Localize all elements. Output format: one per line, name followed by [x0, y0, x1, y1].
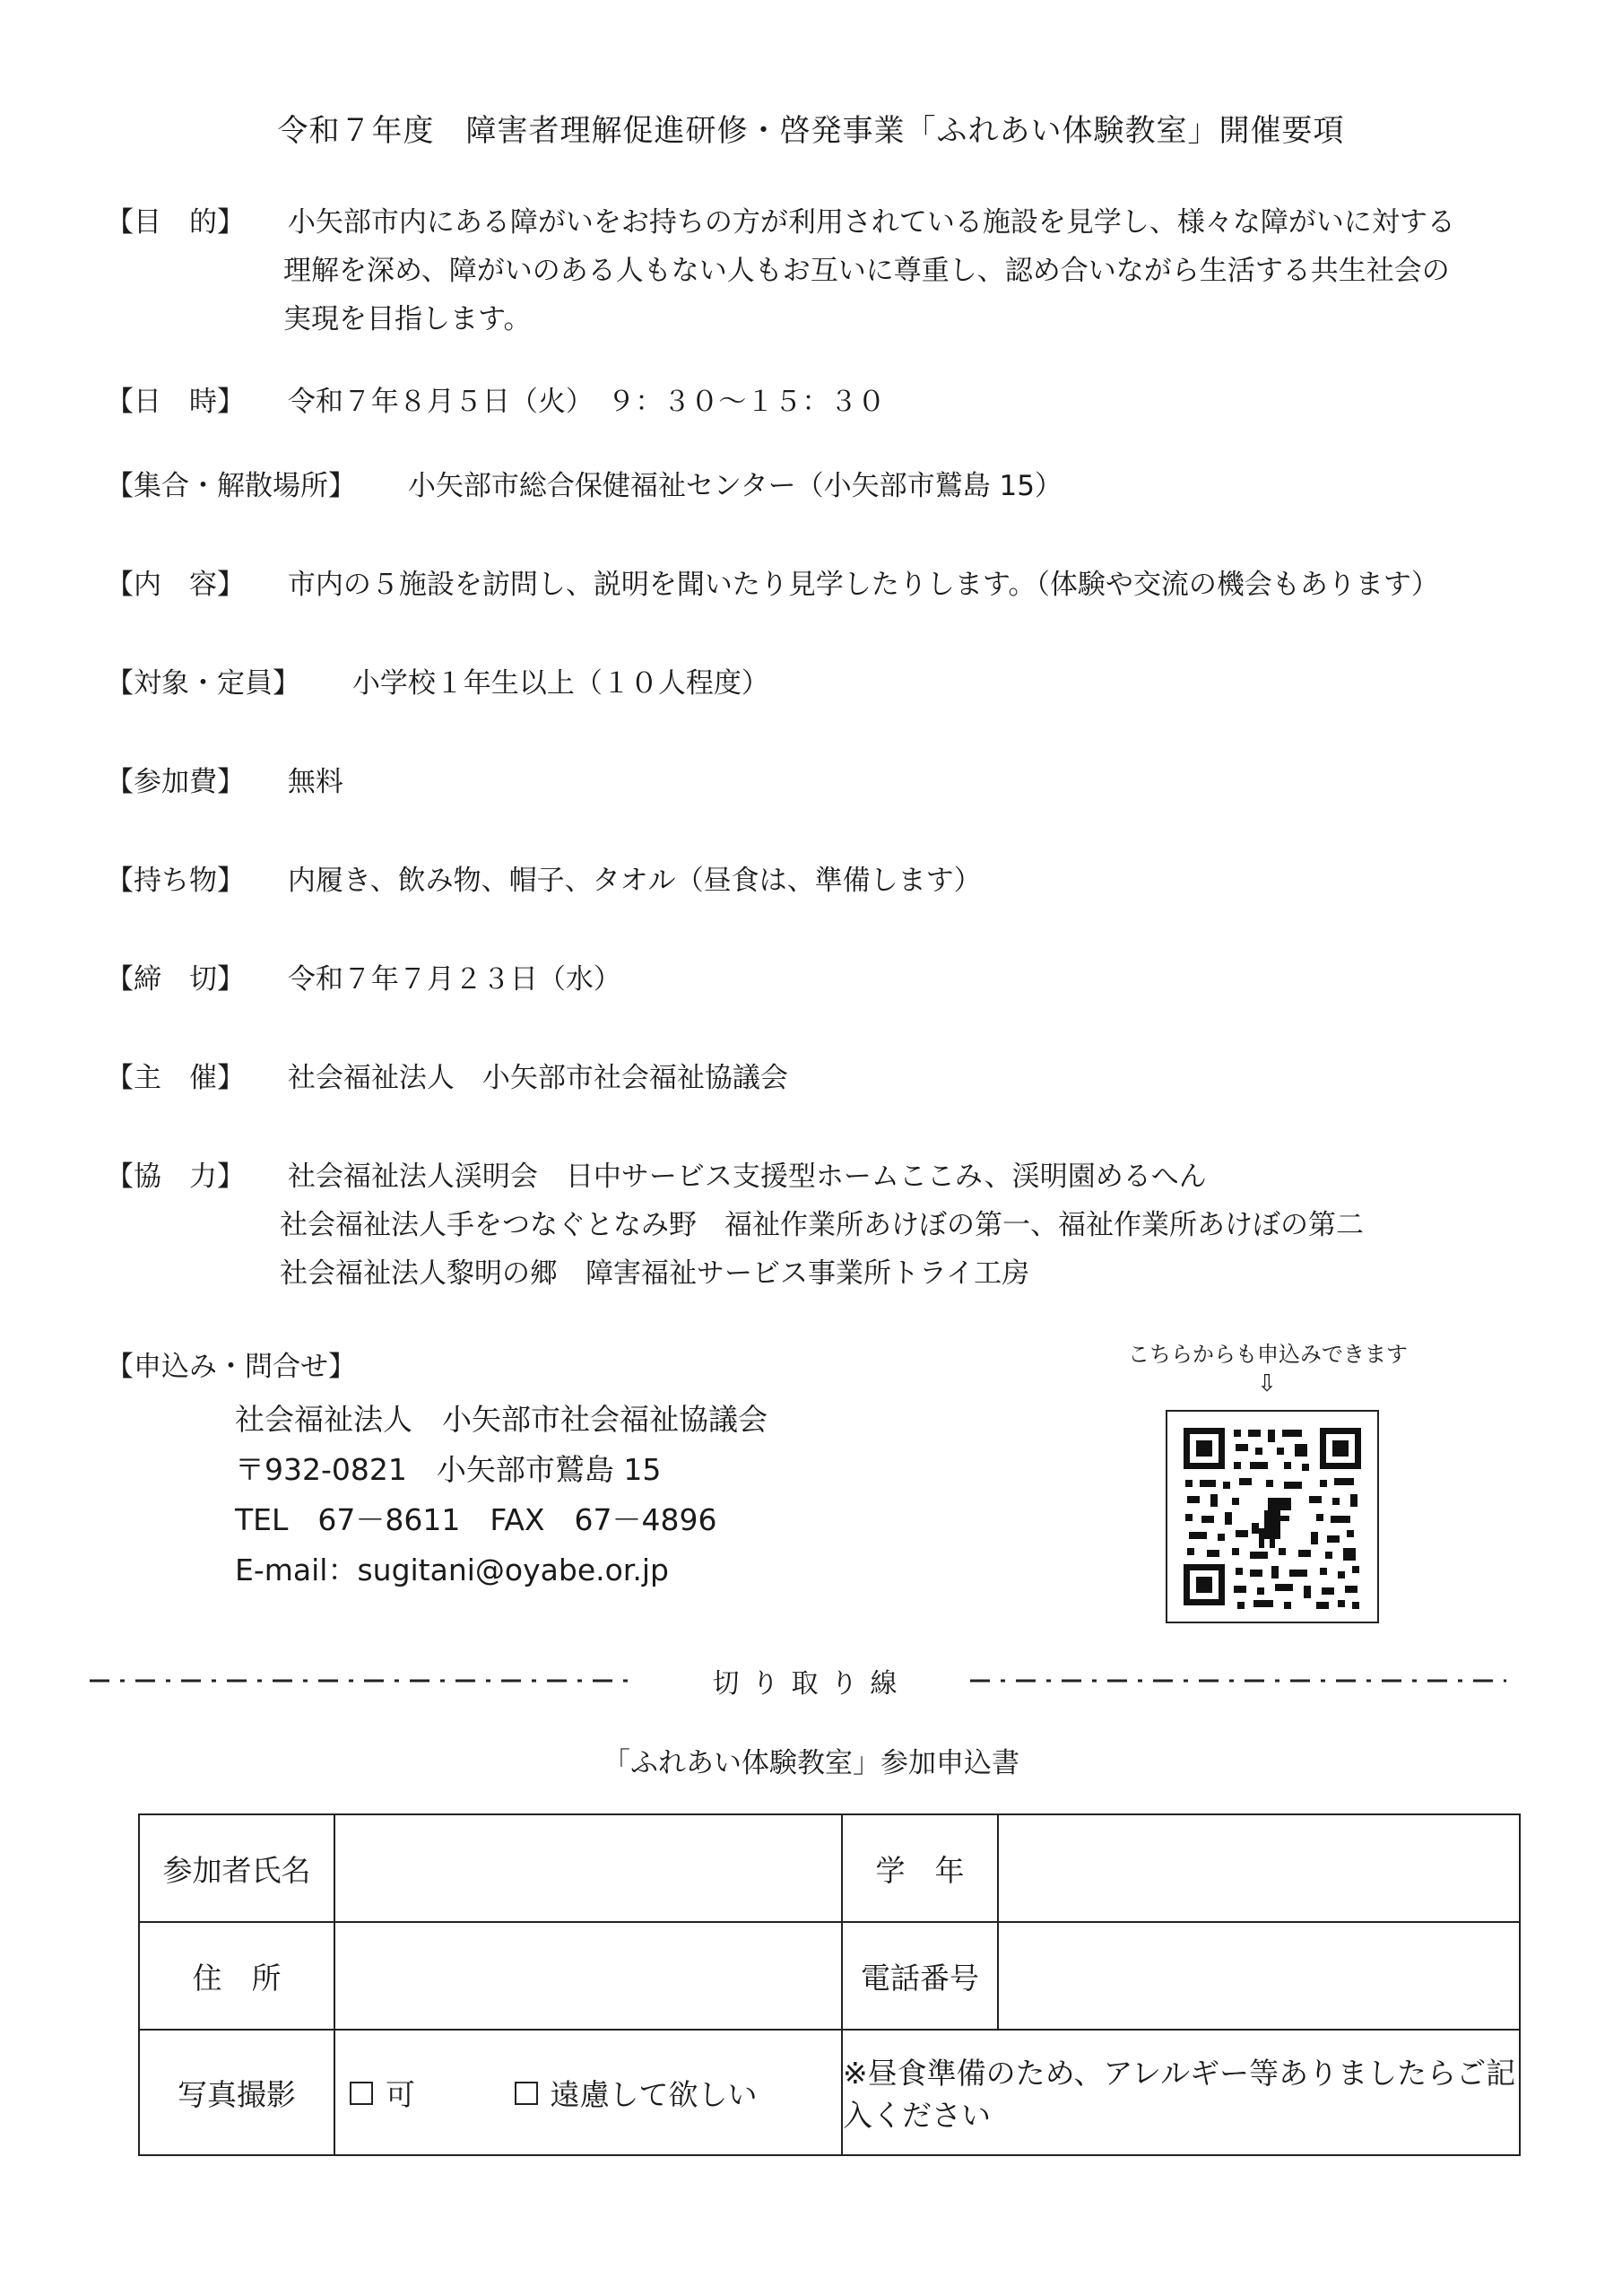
- target-row: [106, 662, 769, 705]
- meeting-place-row: [106, 465, 1063, 508]
- cut-line-label: 切り取り線: [712, 1668, 910, 1700]
- allergy-note: ※昼食準備のため、アレルギー等ありましたらご記入ください: [843, 2056, 1516, 2133]
- purpose-row: [106, 201, 1455, 244]
- cooperation-line-1: 社会福祉法人渓明会 日中サービス支援型ホームここみ、渓明園めるへん: [287, 1161, 1207, 1193]
- fee-value: 無料: [287, 766, 343, 798]
- meeting-place-value: 小矢部市総合保健福祉センター（小矢部市鷲島 15）: [407, 470, 1063, 502]
- cooperation-line-2: 社会福祉法人手をつなぐとなみ野 福祉作業所あけぼの第一、福祉作業所あけぼの第二: [280, 1209, 1364, 1241]
- datetime-label: 【日 時】: [106, 386, 245, 418]
- grade-label: 学 年: [842, 1814, 998, 1922]
- photo-label: 写真撮影: [139, 2030, 334, 2155]
- belongings-label: 【持ち物】: [106, 865, 245, 897]
- fee-row: [106, 761, 343, 804]
- meeting-place-label: 【集合・解散場所】: [106, 470, 356, 502]
- deadline-label: 【締 切】: [106, 963, 245, 996]
- name-field[interactable]: [334, 1814, 842, 1922]
- content-label: 【内 容】: [106, 569, 245, 601]
- address-field[interactable]: [334, 1922, 842, 2030]
- fee-label: 【参加費】: [106, 766, 245, 798]
- name-label: 参加者氏名: [139, 1814, 334, 1922]
- contact-phone-fax: TEL 67－8611 FAX 67－4896: [235, 1502, 717, 1537]
- photo-option-allow-label: 可: [386, 2076, 415, 2112]
- contact-address: 〒932-0821 小矢部市鷲島 15: [235, 1452, 662, 1487]
- organizer-value: 社会福祉法人 小矢部市社会福祉協議会: [287, 1062, 788, 1094]
- qr-code-icon: [1167, 1412, 1377, 1622]
- deadline-row: [106, 958, 621, 1001]
- address-label: 住 所: [139, 1922, 334, 2030]
- target-value: 小学校１年生以上（１０人程度）: [351, 667, 769, 700]
- organizer-label: 【主 催】: [106, 1062, 245, 1094]
- datetime-row: [106, 380, 885, 423]
- purpose-line-3: 実現を目指します。: [283, 303, 532, 335]
- cooperation-line-3: 社会福祉法人黎明の郷 障害福祉サービス事業所トライ工房: [280, 1257, 1030, 1290]
- photo-options: [334, 2030, 842, 2155]
- photo-option-decline[interactable]: [515, 2072, 758, 2114]
- target-label: 【対象・定員】: [106, 667, 300, 700]
- photo-option-decline-label: 遠慮して欲しい: [550, 2076, 758, 2112]
- contact-org: 社会福祉法人 小矢部市社会福祉協議会: [235, 1402, 768, 1437]
- grade-field[interactable]: [998, 1814, 1520, 1922]
- purpose-line-1: 小矢部市内にある障がいをお持ちの方が利用されている施設を見学し、様々な障がいに対する: [287, 206, 1455, 239]
- page-title: 令和７年度 障害者理解促進研修・啓発事業「ふれあい体験教室」開催要項: [277, 113, 1345, 149]
- form-row-address: [139, 1922, 1520, 2030]
- photo-option-allow[interactable]: [350, 2072, 415, 2114]
- content-value: 市内の５施設を訪問し、説明を聞いたり見学したりします。（体験や交流の機会もあります）: [287, 569, 1439, 601]
- belongings-value: 内履き、飲み物、帽子、タオル（昼食は、準備します）: [287, 865, 982, 897]
- allergy-note-field[interactable]: [842, 2030, 1520, 2155]
- qr-code[interactable]: [1166, 1410, 1379, 1623]
- purpose-line-2: 理解を深め、障がいのある人もない人もお互いに尊重し、認め合いながら生活する共生社会の: [283, 255, 1450, 287]
- purpose-label: 【目 的】: [106, 206, 245, 239]
- contact-email[interactable]: E-mail：sugitani@oyabe.or.jp: [235, 1552, 669, 1587]
- application-form: [138, 1813, 1521, 2156]
- organizer-row: [106, 1057, 788, 1100]
- cooperation-row: [106, 1155, 1207, 1198]
- form-title: 「ふれあい体験教室」参加申込書: [603, 1747, 1019, 1779]
- checkbox-icon[interactable]: [515, 2082, 538, 2105]
- cooperation-label: 【協 力】: [106, 1161, 245, 1193]
- qr-caption: こちらからも申込みできます: [1128, 1342, 1408, 1367]
- checkbox-icon[interactable]: [350, 2082, 373, 2105]
- deadline-value: 令和７年７月２３日（水）: [287, 963, 621, 996]
- down-arrow-icon: ⇩: [1257, 1370, 1277, 1397]
- form-row-photo: [139, 2030, 1520, 2155]
- belongings-row: [106, 859, 982, 902]
- contact-label: 【申込み・問合せ】: [106, 1351, 356, 1383]
- phone-label: 電話番号: [842, 1922, 998, 2030]
- form-row-name: [139, 1814, 1520, 1922]
- phone-field[interactable]: [998, 1922, 1520, 2030]
- content-row: [106, 563, 1439, 606]
- datetime-value: 令和７年８月５日（火） ９：３０～１５：３０: [287, 386, 886, 418]
